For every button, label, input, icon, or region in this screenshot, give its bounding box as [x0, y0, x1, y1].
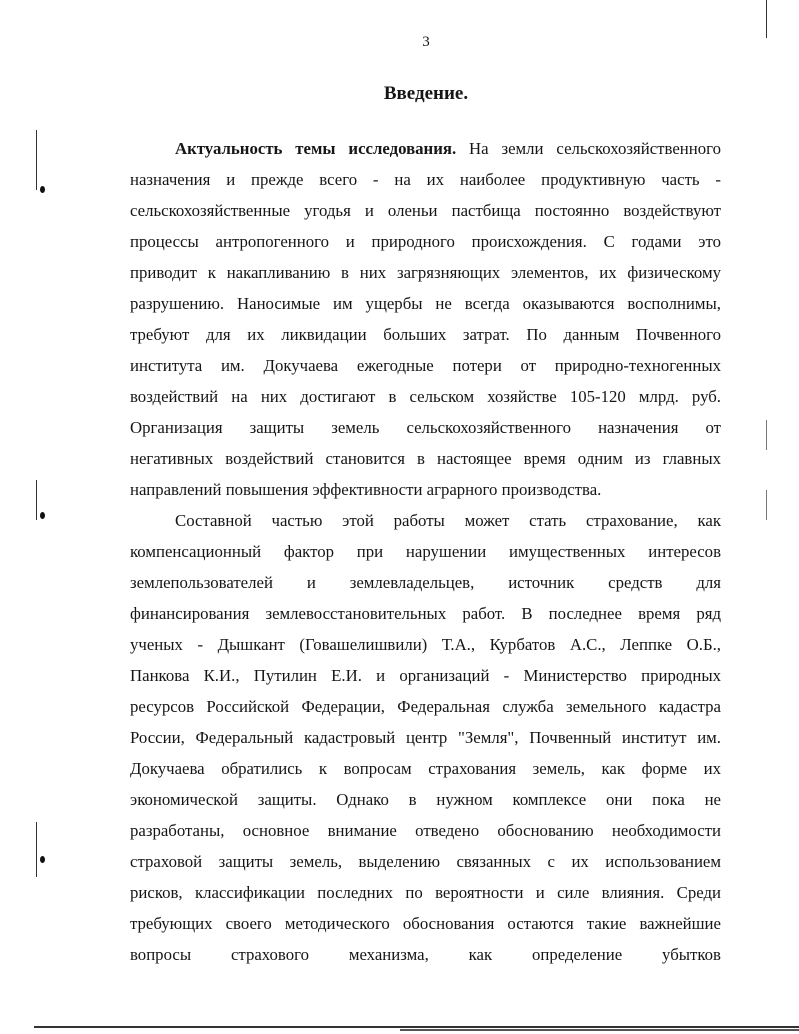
paragraph-line: негативных воздействий становится в настоящее время одним из главных — [130, 449, 721, 468]
paragraph-line: требуют для их ликвидации больших затрат. По данным Почвенного — [130, 325, 721, 344]
paragraph-line: Составной частью этой работы может стать страхование, как — [175, 511, 721, 530]
paragraph-line: Организация защиты земель сельскохозяйственного назначения от — [130, 418, 721, 437]
lead-phrase: Актуальность темы исследования. — [175, 139, 457, 158]
paragraph-line: ученых - Дышкант (Говашелишвили) Т.А., Курбатов А.С., Леппке О.Б., — [130, 635, 721, 654]
paragraph-line: страховой защиты земель, выделению связанных с их использованием — [130, 852, 721, 871]
paragraph-line: рисков, классификации последних по вероятности и силе влияния. Среди — [130, 883, 721, 902]
paragraph-line: экономической защиты. Однако в нужном комплексе они пока не — [130, 790, 721, 809]
paragraph-line: компенсационный фактор при нарушении имущественных интересов — [130, 542, 721, 561]
scan-edge-line — [766, 420, 767, 450]
paragraph-line: процессы антропогенного и природного происхождения. С годами это — [130, 232, 721, 251]
paragraph-line: ресурсов Российской Федерации, Федеральная служба земельного кадастра — [130, 697, 721, 716]
paragraph-line: сельскохозяйственные угодья и оленьи пастбища постоянно воздействуют — [130, 201, 721, 220]
paragraph-line: разработаны, основное внимание отведено обоснованию необходимости — [130, 821, 721, 840]
paragraph-line: воздействий на них достигают в сельском хозяйстве 105-120 млрд. руб. — [130, 387, 721, 406]
scan-edge-line — [36, 480, 37, 520]
page-title: Введение. — [383, 83, 469, 104]
scan-bottom-edge — [400, 1029, 799, 1031]
body-text — [130, 133, 721, 970]
paragraph-line: вопросы страхового механизма, как определение убытков — [130, 945, 721, 964]
paragraph-line: направлений повышения эффективности аграрного производства. — [130, 480, 602, 499]
scan-speck — [40, 512, 45, 519]
scan-edge-line — [766, 0, 767, 38]
paragraph-line: Панкова К.И., Путилин Е.И. и организаций - Министерство природных — [130, 666, 721, 685]
paragraph-line: назначения и прежде всего - на их наиболее продуктивную часть - — [130, 170, 721, 189]
paragraph-line: Докучаева обратились к вопросам страхования земель, как форме их — [130, 759, 721, 778]
scan-edge-line — [36, 130, 37, 190]
paragraph-line: института им. Докучаева ежегодные потери от природно-техногенных — [130, 356, 721, 375]
paragraph-line: разрушению. Наносимые им ущербы не всегда оказываются восполнимы, — [130, 294, 721, 313]
paragraph-line: финансирования землевосстановительных работ. В последнее время ряд — [130, 604, 721, 623]
page-number: 3 — [422, 34, 430, 50]
paragraph-line: приводит к накапливанию в них загрязняющих элементов, их физическому — [130, 263, 721, 282]
scan-speck — [40, 856, 45, 863]
paragraph-text: На земли сельскохозяйственного — [456, 139, 721, 158]
paragraph-line: России, Федеральный кадастровый центр "Земля", Почвенный институт им. — [130, 728, 721, 747]
scan-bottom-edge — [34, 1026, 799, 1028]
paragraph-line: землепользователей и землевладельцев, источник средств для — [130, 573, 721, 592]
paragraph-line: требующих своего методического обоснования остаются такие важнейшие — [130, 914, 721, 933]
scan-edge-line — [36, 822, 37, 877]
scan-edge-line — [766, 490, 767, 520]
scan-speck — [40, 186, 45, 193]
paragraph-line — [130, 133, 721, 164]
